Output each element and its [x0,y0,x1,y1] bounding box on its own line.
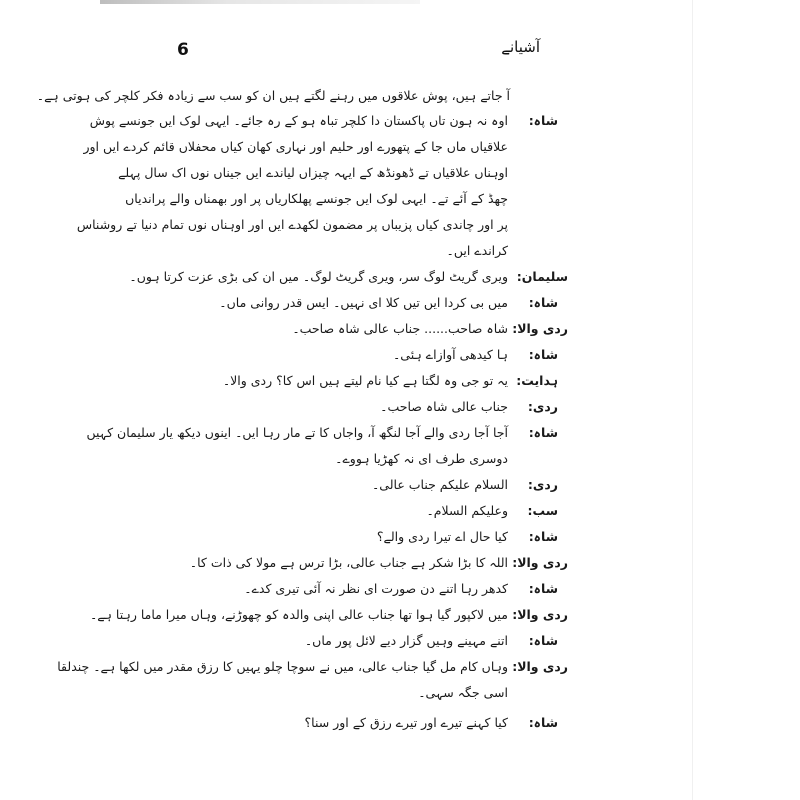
script-row [0,347,800,371]
script-row [0,685,800,709]
dialogue-line: یہ تو جی وہ لگتا ہے کیا نام لیتے ہیں اس کا؟ ردی والا۔ [222,373,508,388]
dialogue-line: اللہ کا بڑا شکر ہے جناب عالی، بڑا ترس ہے مولا کی ذات کا۔ [189,555,508,570]
script-row [0,191,800,215]
script-row [0,715,800,739]
speaker-label: ہدایت: [516,373,558,388]
speaker-label: سلیمان: [516,269,568,284]
speaker-label: شاہ: [528,295,558,310]
script-row [0,555,800,579]
dialogue-line: آ جاتے ہیں، پوش علاقوں میں رہنے لگتے ہیں ان کو سب سے زیادہ فکر کلچر کی ہوتی ہے۔ [36,88,510,103]
speaker-label: شاہ: [528,633,558,648]
dialogue-line: دوسری طرف ای نہ کھڑیا ہووے۔ [335,451,508,466]
script-row [0,165,800,189]
script-row [0,269,800,293]
dialogue-line: کیا حال اے تیرا ردی والے؟ [376,529,508,544]
script-row [0,607,800,631]
dialogue-line: پر اور چاندی کیاں پزیباں پر مضمون لکھدے ایں اور اوہناں نوں تمام دنیا تے روشناس [76,217,508,232]
dialogue-line: ویری گریٹ لوگ سر، ویری گریٹ لوگ۔ میں ان کی بڑی عزت کرتا ہوں۔ [129,269,508,284]
speaker-label: شاہ: [528,715,558,730]
running-title: آشیانے [501,38,540,56]
speaker-label: شاہ: [528,529,558,544]
dialogue-line: اوہ نہ ہون تاں پاکستان دا کلچر تباہ ہو کے رہ جائے۔ ایہی لوک ایں جونسے پوش [89,113,508,128]
speaker-label: ردی: [527,399,558,414]
script-row [0,139,800,163]
dialogue-line: کراندے ایں۔ [446,243,508,258]
script-row [0,451,800,475]
speaker-label: شاہ: [528,347,558,362]
speaker-label: ردی: [527,477,558,492]
speaker-label: سب: [527,503,558,518]
dialogue-line: علاقیاں ماں جا کے پتھورے اور حلیم اور نہاری کھان کیاں محفلاں قائم کردے ایں اور [83,139,508,154]
script-row [0,399,800,423]
speaker-label: ردی والا: [512,555,568,570]
script-row [0,243,800,267]
speaker-label: شاہ: [528,425,558,440]
script-row [0,295,800,319]
speaker-label: شاہ: [528,581,558,596]
dialogue-line: کیا کہنے تیرے اور تیرے رزق کے اور سنا؟ [304,715,508,730]
dialogue-line: چھڈ کے آئے تے۔ ایہی لوک ایں جونسے پھلکاریاں پر اور بھمناں والے پراندیاں [125,191,508,206]
page-edge [100,0,420,4]
speaker-label: ردی والا: [512,607,568,622]
script-row [0,217,800,241]
script-row [0,503,800,527]
dialogue-line: کدھر رہا اتنے دن صورت ای نظر نہ آئی تیری کدے۔ [244,581,508,596]
script-row [0,373,800,397]
dialogue-line: آجا آجا ردی والے آجا لنگھ آ، واجاں کا تے مار رہا ایں۔ اینوں دیکھ یار سلیمان کہیں [86,425,508,440]
dialogue-line: میں لاکپور گیا ہوا تھا جناب عالی اپنی والدہ کو چھوڑنے، وہاں میرا ماما رہتا ہے۔ [89,607,508,622]
dialogue-line: میں بی کردا ایں تیں کلا ای نہیں۔ ایس قدر روانی ماں۔ [219,295,508,310]
dialogue-line: اتنے مہینے وہیں گزار دیے لائل پور ماں۔ [304,633,508,648]
dialogue-line: وعلیکم السلام۔ [426,503,508,518]
script-row [0,529,800,553]
script-row [0,321,800,345]
dialogue-line: شاہ صاحب...... جناب عالی شاہ صاحب۔ [292,321,508,336]
dialogue-line: جناب عالی شاہ صاحب۔ [380,399,508,414]
dialogue-line: اوہناں علاقیاں تے ڈھونڈھ کے ایہہ چیزاں لیاندے ایں جیناں نوں اک سال پہلے [118,165,508,180]
dialogue-line: وہاں کام مل گیا جناب عالی، میں نے سوچا چلو یہیں کا رزق مقدر میں لکھا ہے۔ چندلقا [57,659,508,674]
script-row [0,581,800,605]
speaker-label: ردی والا: [512,659,568,674]
script-row [0,88,800,112]
page-number: 6 [177,40,189,60]
dialogue-line: ہا کیدھی آوازاے ہئی۔ [392,347,508,362]
dialogue-line: اسی جگہ سہی۔ [418,685,508,700]
script-row [0,633,800,657]
page-header [0,38,800,68]
script-row [0,659,800,683]
speaker-label: ردی والا: [512,321,568,336]
script-row [0,477,800,501]
script-row [0,425,800,449]
speaker-label: شاہ: [528,113,558,128]
dialogue-line: السلام علیکم جناب عالی۔ [371,477,508,492]
script-row [0,113,800,137]
